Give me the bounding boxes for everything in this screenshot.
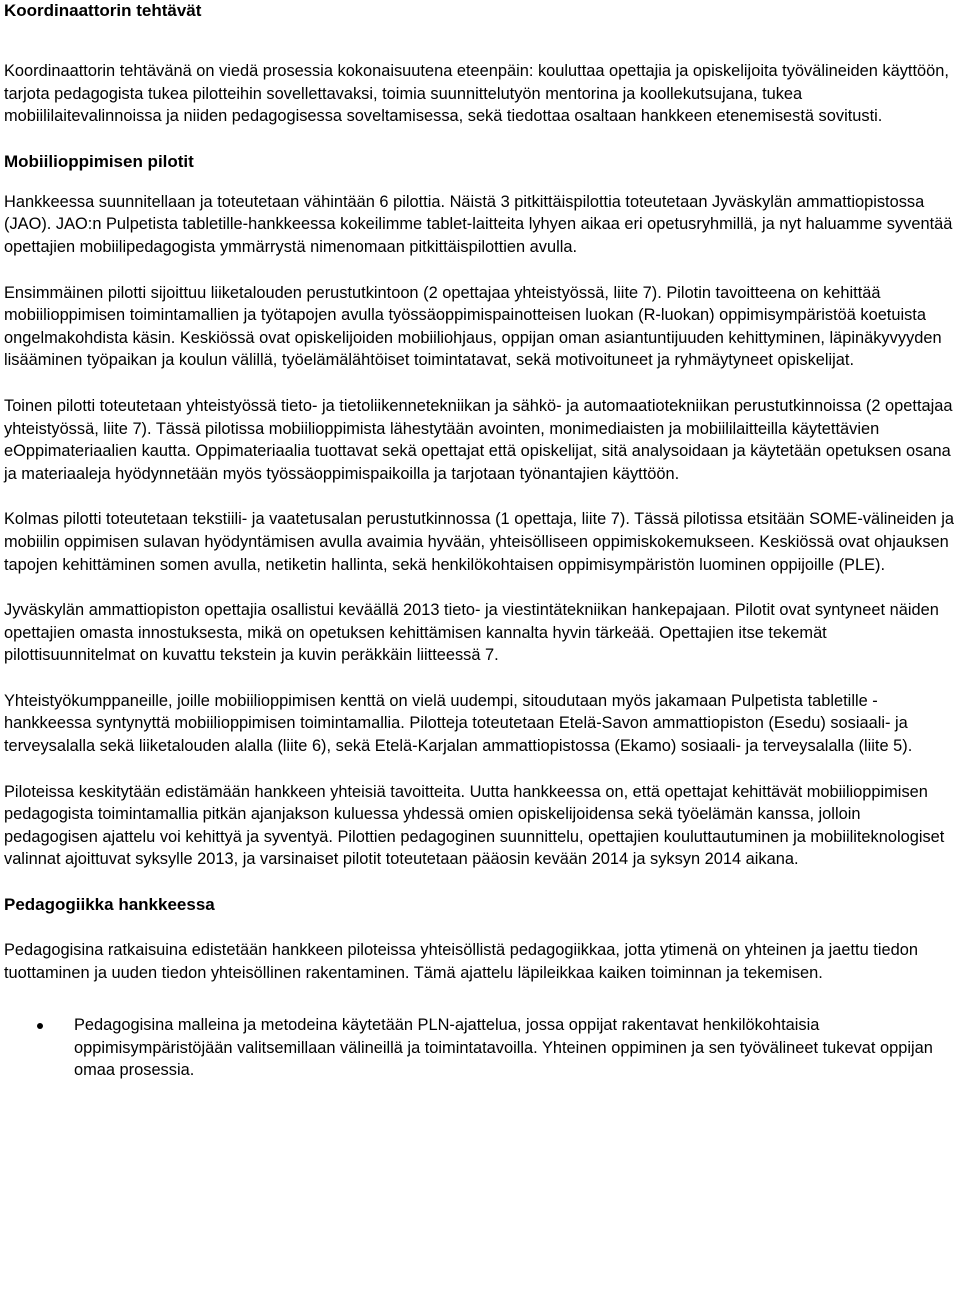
paragraph: Jyväskylän ammattiopiston opettajia osallistui keväällä 2013 tieto- ja viestintätekniikan hankepajaan. Pilotit ovat syntyneet näiden opettajien omasta innostuksesta, mikä on opetuksen kehittämisen kannalta hyvin tärkeää. Opettajien itse tekemät pilottisuunnitelmat on kuvattu tekstein ja kuvin peräkkäin liitteessä 7. (4, 601, 939, 665)
paragraph: Yhteistyökumppaneille, joille mobiilioppimisen kenttä on vielä uudempi, sitoudutaan myös jakamaan Pulpetista tabletille -hankkeessa syntynyttä mobiilioppimisen toimintamallia. Pilotteja toteutetaan Etelä-Savon ammattiopiston (Esedu) sosiaali- ja terveysalalla sekä liiketalouden alalla (liite 6), sekä Etelä-Karjalan ammattiopistossa (Ekamo) sosiaali- ja terveysalalla (liite 5). (4, 691, 913, 756)
paragraph: Koordinaattorin tehtävänä on viedä prosessia kokonaisuutena eteenpäin: kouluttaa opettajia ja opiskelijoita työvälineiden käyttöön, tarjota pedagogista tukea pilotteihin sovellettavaksi, toimia suunnittelutyön mentorina ja koollekutsujana, tukea mobiililaitevalinnoissa ja niiden pedagogisessa soveltamisessa, sekä tiedottaa osaltaan hankkeen etenemisestä sovitusti. (4, 62, 949, 126)
bullet-icon (37, 1023, 43, 1029)
paragraph: Toinen pilotti toteutetaan yhteistyössä tieto- ja tietoliikennetekniikan ja sähkö- ja automaatiotekniikan perustutkinnoissa (2 opettajaa yhteistyössä, liite 7). Tässä pilotissa mobiilioppimista lähestytään avointen, monimediaisten ja mobiililaitteilla käytettävien eOppimateriaalien kautta. Oppimateriaalia tuottavat sekä opettajat että opiskelijat, sitä analysoidaan ja käytetään opetuksen osana ja materiaaleja hyödynnetään myös työssäoppimispaikoilla ja tarjotaan työnantajien käyttöön. (4, 396, 953, 483)
paragraph: Pedagogisina ratkaisuina edistetään hankkeen piloteissa yhteisöllistä pedagogiikkaa, jotta ytimenä on yhteinen ja jaettu tiedon tuottaminen ja uuden tiedon yhteisöllinen rakentaminen. Tämä ajattelu läpileikkaa kaiken toiminnan ja tekemisen. (4, 941, 918, 982)
paragraph: Kolmas pilotti toteutetaan tekstiili- ja vaatetusalan perustutkinnossa (1 opettaja, liite 7). Tässä pilotissa etsitään SOME-välineiden ja mobiilin oppimisen sulavan hyödyntämisen avulla avaimia hyvään, yhteisölliseen oppimiskokemukseen. Keskiössä ovat ohjauksen tapojen kehittäminen somen avulla, netiketin hallinta, sekä henkilökohtaisen oppimisympäristön luominen oppijoille (PLE). (4, 510, 954, 574)
paragraph: Hankkeessa suunnitellaan ja toteutetaan vähintään 6 pilottia. Näistä 3 pitkittäispilottia toteutetaan Jyväskylän ammattiopistossa (JAO). JAO:n Pulpetista tabletille-hankkeessa kokeilimme tablet-laitteita lyhyen aikaa eri opetusryhmillä, ja nyt haluamme syventää opettajien mobiilipedagogista ymmärrystä nimenomaan pitkittäispilottien avulla. (4, 192, 953, 256)
bullet-list (4, 1014, 954, 1082)
section-heading-koordinaattori: Koordinaattorin tehtävät (4, 1, 202, 20)
document-page (4, 0, 954, 1082)
section-heading-pedagogiikka: Pedagogiikka hankkeessa (4, 895, 215, 915)
list-item (4, 1014, 954, 1082)
paragraph: Ensimmäinen pilotti sijoittuu liiketalouden perustutkintoon (2 opettajaa yhteistyössä, liite 7). Pilotin tavoitteena on kehittää mobiilioppimisen toimintamallien ja työtapojen avulla työssäoppimispainotteisen luokan (R-luokan) oppimisympäristöä koetuista ongelmakohdista käsin. Keskiössä ovat opiskelijoiden mobiiliohjaus, oppijan oman asiantuntijuuden kehittyminen, läpinäkyvyyden lisääminen työpaikan ja koulun välillä, työelämälähtöiset toimintatavat, sekä motivoituneet ja ryhmäytyneet opiskelijat. (4, 283, 942, 370)
section-heading-pilotit: Mobiilioppimisen pilotit (4, 151, 194, 171)
paragraph: Piloteissa keskitytään edistämään hankkeen yhteisiä tavoitteita. Uutta hankkeessa on, että opettajat kehittävät mobiilioppimisen pedagogista toimintamallia pitkän ajanjakson kuluessa yhdessä omien opiskelijoidensa sekä työelämän kanssa, jolloin pedagogisen ajattelu voi kehittyä ja syventyä. Pilottien pedagoginen suunnittelu, opettajien kouluttautuminen ja mobiiliteknologiset valinnat ajoittuvat syksylle 2013, ja varsinaiset pilotit toteutetaan pääosin kevään 2014 ja syksyn 2014 aikana. (4, 782, 945, 869)
list-item-text: Pedagogisina malleina ja metodeina käytetään PLN-ajattelua, jossa oppijat rakentavat henkilökohtaisia oppimisympäristöjään valitsemillaan välineillä ja toimintatavoilla. Yhteinen oppiminen ja sen työvälineet tukevat oppijan omaa prosessia. (74, 1016, 933, 1080)
